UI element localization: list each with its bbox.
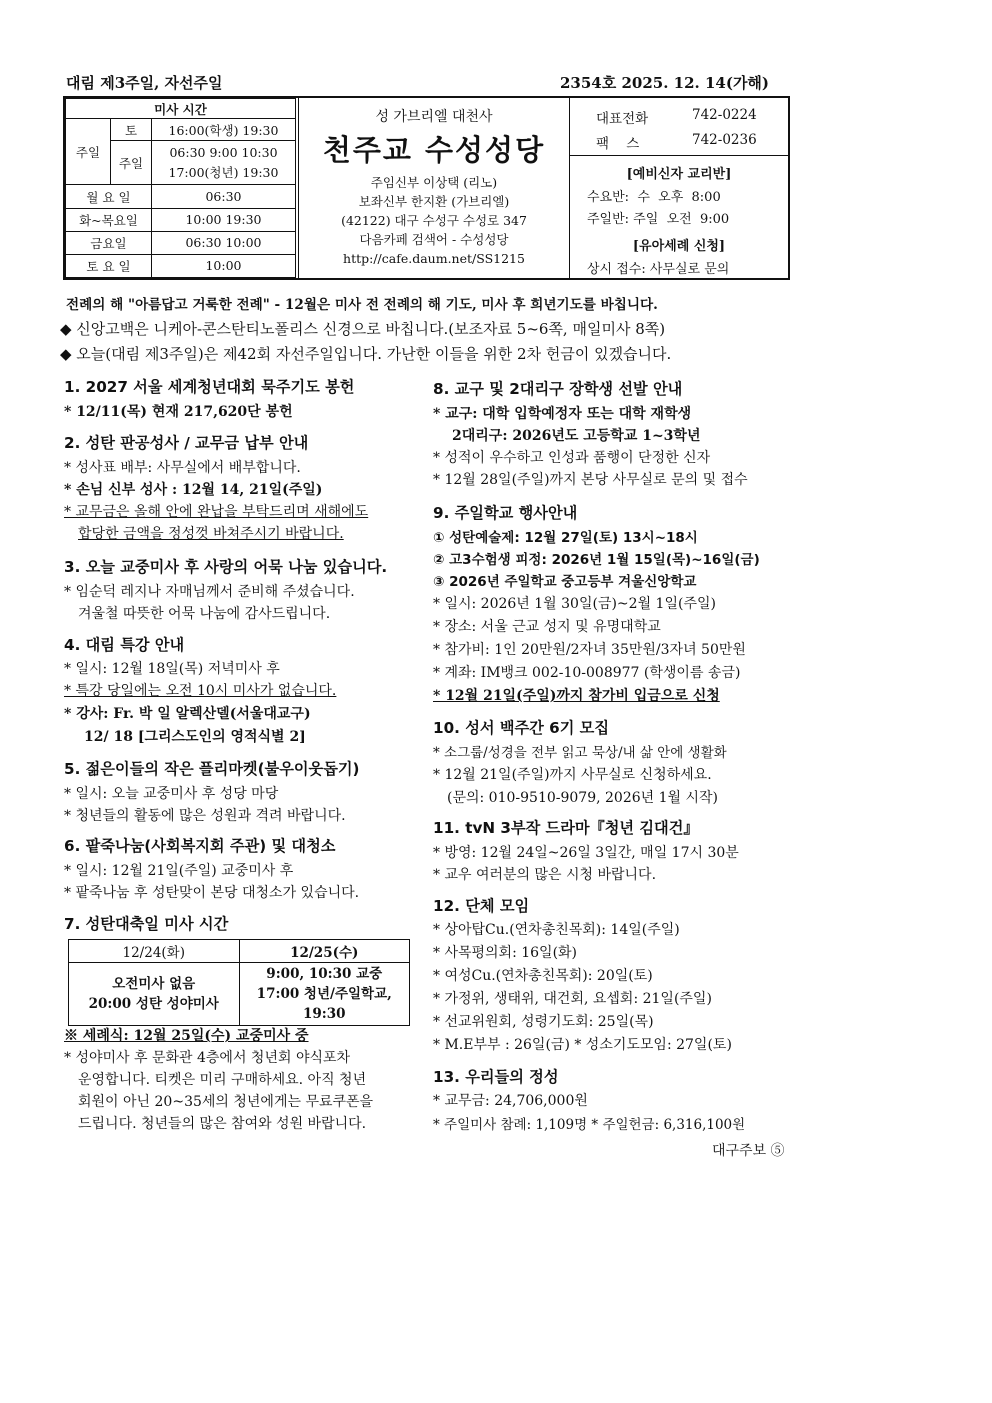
mass-day: 월 요 일 — [66, 185, 152, 208]
section-2-line: 합당한 금액을 정성껏 바쳐주시기 바랍니다. — [78, 526, 344, 542]
section-5-heading: 5. 젊은이들의 작은 플리마켓(불우이웃돕기) — [64, 760, 360, 778]
section-9-line: ③ 2026년 주일학교 중고등부 겨울신앙학교 — [433, 574, 697, 590]
section-4-line: * 일시: 12월 18일(목) 저녁미사 후 — [64, 661, 280, 677]
section-4-heading: 4. 대림 특강 안내 — [64, 636, 185, 654]
christmas-eve-line: 오전미사 없음 — [112, 976, 196, 992]
section-9-line: * 일시: 2026년 1월 30일(금)~2월 1일(주일) — [433, 596, 716, 612]
section-7-line: 회원이 아닌 20~35세의 청년에게는 무료쿠폰을 — [78, 1094, 374, 1110]
creed-notice: ◆ 신앙고백은 니케아-콘스탄티노폴리스 신경으로 바칩니다.(보조자료 5~6쪽, 매일미사 8쪽) — [60, 320, 666, 338]
section-3-line: * 임순덕 레지나 자매님께서 준비해 주셨습니다. — [64, 584, 355, 600]
section-13-line: * 교무금: 24,706,000원 — [433, 1093, 588, 1109]
sunday-label: 주일 — [66, 119, 111, 185]
church-subtitle: 성 가브리엘 대천사 — [375, 109, 493, 125]
section-7-line: * 성야미사 후 문화관 4층에서 청년회 야식포차 — [64, 1050, 351, 1066]
mass-time-table — [65, 98, 296, 278]
section-11-heading: 11. tvN 3부작 드라마『청년 김대건』 — [433, 819, 699, 837]
section-1-line: * 12/11(목) 현재 217,620단 봉헌 — [64, 404, 293, 420]
church-name: 천주교 수성성당 — [322, 133, 546, 167]
section-9-line: * 계좌: IM뱅크 002-10-008977 (학생이름 송금) — [433, 665, 741, 681]
section-8-line: 2대리구: 2026년도 고등학교 1~3학년 — [452, 428, 701, 444]
mass-day: 토 요 일 — [66, 254, 152, 277]
fax-number: 742-0236 — [692, 132, 757, 148]
liturgy-notice: 전례의 해 "아름답고 거룩한 전례" - 12월은 미사 전 전례의 해 기도, 미사 후 희년기도를 바칩니다. — [66, 297, 658, 313]
section-9-line: * 12월 21일(주일)까지 참가비 입금으로 신청 — [433, 688, 720, 704]
mass-title: 미사 시간 — [66, 99, 296, 119]
section-6-line: * 일시: 12월 21일(주일) 교중미사 후 — [64, 863, 294, 879]
sunday-times-2: 17:00(청년) 19:30 — [168, 164, 279, 180]
christmas-day-line: 9:00, 10:30 교중 — [266, 966, 383, 982]
section-3-heading: 3. 오늘 교중미사 후 사랑의 어묵 나눔 있습니다. — [64, 558, 388, 576]
section-9-line: * 참가비: 1인 20만원/2자녀 35만원/3자녀 50만원 — [433, 642, 746, 658]
christmas-day-header: 12/25(수) — [239, 940, 410, 963]
mass-time: 06:30 10:00 — [152, 231, 296, 254]
section-7-line: 드립니다. 청년들의 많은 참여와 성원 바랍니다. — [78, 1116, 367, 1132]
sunday-class: 주일반: 주일 오전 9:00 — [587, 212, 730, 227]
contact-info — [570, 98, 788, 278]
section-13-heading: 13. 우리들의 정성 — [433, 1068, 559, 1086]
section-6-line: * 팥죽나눔 후 성탄맞이 본당 대청소가 있습니다. — [64, 885, 360, 901]
section-7-heading: 7. 성탄대축일 미사 시간 — [64, 915, 229, 933]
sunday-sub-label: 주일 — [111, 141, 152, 185]
section-12-line: * 여성Cu.(연차총친목회): 20일(토) — [433, 968, 653, 984]
saturday-times: 16:00(학생) 19:30 — [152, 119, 296, 141]
section-5-line: * 청년들의 활동에 많은 성원과 격려 바랍니다. — [64, 808, 346, 824]
cafe-url[interactable]: http://cafe.daum.net/SS1215 — [343, 251, 525, 266]
cafe-search-line: 다음카페 검색어 - 수성성당 — [359, 232, 509, 247]
section-1-heading: 1. 2027 서울 세계청년대회 묵주기도 봉헌 — [64, 378, 355, 396]
mass-time: 10:00 19:30 — [152, 208, 296, 231]
church-info — [298, 98, 570, 278]
address-line: (42122) 대구 수성구 수성로 347 — [341, 213, 527, 228]
baptism-title: [유아세례 신청] — [632, 239, 726, 254]
section-6-heading: 6. 팥죽나눔(사회복지회 주관) 및 대청소 — [64, 837, 336, 855]
phone-number: 742-0224 — [692, 107, 757, 123]
section-12-line: * 가정위, 생태위, 대건회, 요셉회: 21일(주일) — [433, 991, 712, 1007]
christmas-mass-table — [68, 939, 410, 1026]
page-footer: 대구주보 ⑤ — [712, 1143, 785, 1159]
section-2-heading: 2. 성탄 판공성사 / 교무금 납부 안내 — [64, 434, 309, 452]
fax-label: 팩 스 — [596, 136, 640, 152]
section-10-line: * 12월 21일(주일)까지 사무실로 신청하세요. — [433, 767, 712, 783]
sunday-times-1: 06:30 9:00 10:30 — [169, 144, 278, 160]
section-4-line: * 강사: Fr. 박 일 알렉산델(서울대교구) — [64, 706, 311, 722]
section-12-line: * M.E부부 : 26일(금) * 성소기도모임: 27일(토) — [433, 1037, 732, 1053]
section-9-line: * 장소: 서울 근교 성지 및 유명대학교 — [433, 619, 661, 635]
section-2-line: * 손님 신부 성사 : 12월 14, 21일(주일) — [64, 482, 323, 498]
mass-time: 06:30 — [152, 185, 296, 208]
section-9-line: ② 고3수험생 피정: 2026년 1월 15일(목)~16일(금) — [433, 552, 760, 568]
baptism-notice: ※ 세례식: 12월 25일(수) 교중미사 중 — [64, 1028, 309, 1044]
section-4-line: 12/ 18 [그리스도인의 영적식별 2] — [84, 729, 306, 745]
section-8-line: * 성적이 우수하고 인성과 품행이 단정한 신자 — [433, 450, 711, 466]
section-10-heading: 10. 성서 백주간 6기 모집 — [433, 719, 609, 737]
section-8-line: * 교구: 대학 입학예정자 또는 대학 재학생 — [433, 406, 692, 422]
mass-day: 화~목요일 — [66, 208, 152, 231]
catechumen-title: [예비신자 교리반] — [626, 167, 732, 182]
mass-day: 금요일 — [66, 231, 152, 254]
pastor-line: 주임신부 이상택 (리노) — [370, 175, 498, 190]
section-4-line: * 특강 당일에는 오전 10시 미사가 없습니다. — [64, 683, 337, 699]
section-10-line: (문의: 010-9510-9079, 2026년 1월 시작) — [447, 790, 719, 806]
section-11-line: * 방영: 12월 24일~26일 3일간, 매일 17시 30분 — [433, 845, 739, 861]
section-11-line: * 교우 여러분의 많은 시청 바랍니다. — [433, 867, 657, 883]
section-10-line: * 소그룹/성경을 전부 읽고 묵상/내 삶 안에 생활화 — [433, 745, 727, 761]
section-3-line: 겨울철 따뜻한 어묵 나눔에 감사드립니다. — [78, 606, 331, 622]
section-12-heading: 12. 단체 모임 — [433, 897, 530, 915]
christmas-day-line: 17:00 청년/주일학교, 19:30 — [256, 986, 392, 1022]
issue-number: 2354호 2025. 12. 14(가해) — [560, 74, 770, 92]
christmas-eve-line: 20:00 성탄 성야미사 — [88, 996, 219, 1012]
section-9-line: ① 성탄예술제: 12월 27일(토) 13시~18시 — [433, 530, 698, 546]
section-12-line: * 사목평의회: 16일(화) — [433, 945, 578, 961]
christmas-eve-header: 12/24(화) — [69, 940, 240, 963]
mass-time: 10:00 — [152, 254, 296, 277]
saturday-label: 토 — [111, 119, 152, 141]
issue-title: 대림 제3주일, 자선주일 — [66, 74, 223, 92]
section-2-line: * 성사표 배부: 사무실에서 배부합니다. — [64, 460, 301, 476]
section-13-line: * 주일미사 참례: 1,109명 * 주일헌금: 6,316,100원 — [433, 1117, 746, 1133]
section-12-line: * 선교위원회, 성령기도회: 25일(목) — [433, 1014, 654, 1030]
charity-notice: ◆ 오늘(대림 제3주일)은 제42회 자선주일입니다. 가난한 이들을 위한 2차 헌금이 있겠습니다. — [60, 345, 672, 363]
phone-label: 대표전화 — [596, 111, 649, 127]
baptism-info: 상시 접수: 사무실로 문의 — [587, 262, 730, 277]
section-7-line: 운영합니다. 티켓은 미리 구매하세요. 아직 청년 — [78, 1072, 367, 1088]
section-5-line: * 일시: 오늘 교중미사 후 성당 마당 — [64, 786, 279, 802]
section-8-line: * 12월 28일(주일)까지 본당 사무실로 문의 및 접수 — [433, 472, 748, 488]
assistant-line: 보좌신부 한지환 (가브리엘) — [358, 194, 510, 209]
section-9-heading: 9. 주일학교 행사안내 — [433, 504, 578, 522]
section-8-heading: 8. 교구 및 2대리구 장학생 선발 안내 — [433, 380, 683, 398]
section-2-line: * 교무금은 올해 안에 완납을 부탁드리며 새해에도 — [64, 504, 369, 520]
section-12-line: * 상아탑Cu.(연차총친목회): 14일(주일) — [433, 922, 680, 938]
header-box — [63, 96, 790, 280]
wednesday-class: 수요반: 수 오후 8:00 — [587, 190, 721, 205]
